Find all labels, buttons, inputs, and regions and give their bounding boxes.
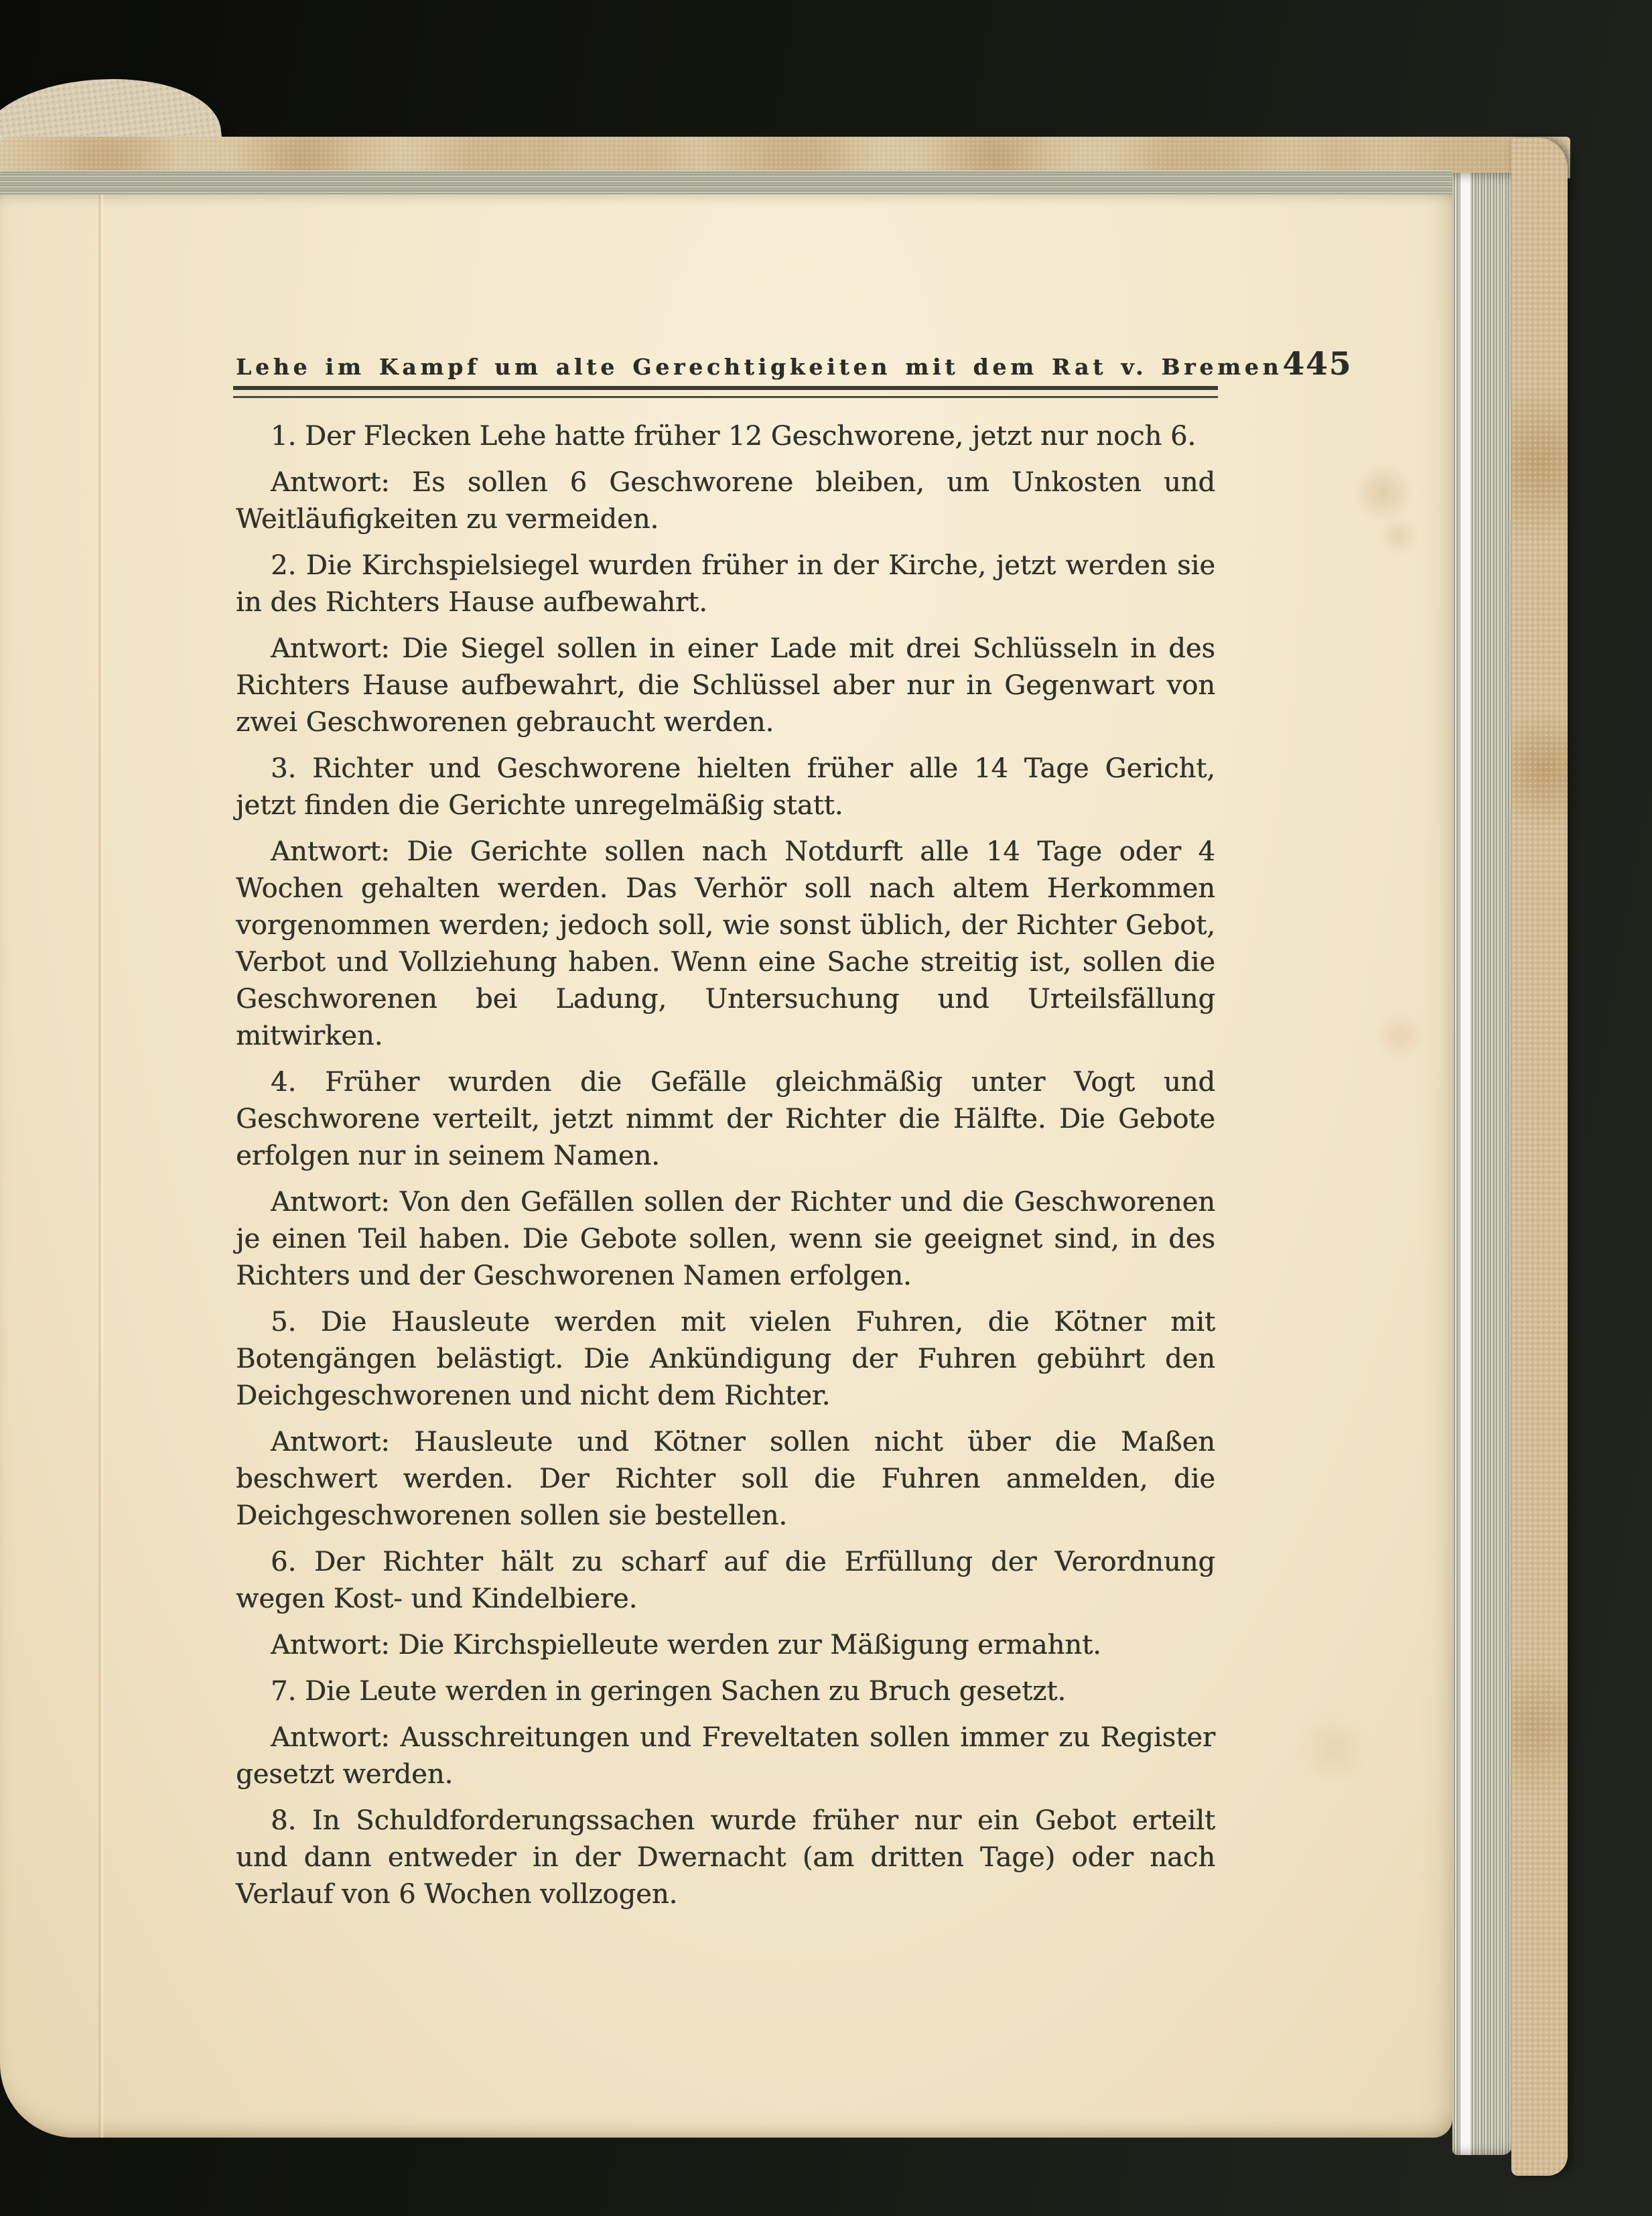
paragraph-15: 8. In Schuldforderungssachen wurde früher nur ein Gebot erteilt und dann entweder in der Dwernacht (am dritten Tage) oder nach Verlauf von 6 Wochen vollzogen. [236,1805,1215,1910]
running-head-title: Lehe im Kampf um alte Gerechtigkeiten mit dem Rat v. Bremen [236,354,1283,380]
body-text [236,418,1215,1913]
paragraph-13: 7. Die Leute werden in geringen Sachen zu Bruch gesetzt. [271,1676,1066,1707]
paragraph-8: Antwort: Von den Gefällen sollen der Richter und die Geschworenen je einen Teil haben. Die Gebote sollen, wenn sie geeignet sind, in des Richters und der Geschworenen Namen erfolgen. [236,1187,1215,1291]
paragraph-6: Antwort: Die Gerichte sollen nach Notdurft alle 14 Tage oder 4 Wochen gehalten werden. Das Verhör soll nach altem Herkommen vorgenommen werden; jedoch soll, wie sonst üblich, der Richter Gebot, Verbot und Vollziehung haben. Wenn eine Sache streitig ist, sollen die Geschworenen bei Ladung, Untersuchung und Urteilsfällung mitwirken. [236,836,1215,1051]
paragraph-10: Antwort: Hausleute und Kötner sollen nicht über die Maßen beschwert werden. Der Richter soll die Fuhren anmelden, die Deichgeschworenen sollen sie bestellen. [236,1427,1215,1531]
page-crease [98,194,104,2138]
paragraph-5: 3. Richter und Geschworene hielten früher alle 14 Tage Gericht, jetzt finden die Gerichte unregelmäßig statt. [236,753,1215,821]
paragraph-9: 5. Die Hausleute werden mit vielen Fuhren, die Kötner mit Botengängen belästigt. Die Ankündigung der Fuhren gebührt den Deichgeschworenen und nicht dem Richter. [236,1307,1215,1411]
paragraph-2: Antwort: Es sollen 6 Geschworene bleiben, um Unkosten und Weitläufigkeiten zu vermeiden. [236,467,1215,535]
paragraph-3: 2. Die Kirchspielsiegel wurden früher in der Kirche, jetzt werden sie in des Richters Hause aufbewahrt. [236,550,1215,618]
paragraph-1: 1. Der Flecken Lehe hatte früher 12 Geschworene, jetzt nur noch 6. [271,421,1196,452]
book-right-page-edges [1452,173,1513,2155]
header-double-rule [233,386,1218,398]
paragraph-4: Antwort: Die Siegel sollen in einer Lade mit drei Schlüsseln in des Richters Hause aufbewahrt, die Schlüssel aber nur in Gegenwart von zwei Geschworenen gebraucht werden. [236,633,1215,738]
paragraph-12: Antwort: Die Kirchspielleute werden zur Mäßigung ermahnt. [271,1630,1101,1660]
running-head [236,346,1353,383]
page-number: 445 [1282,346,1353,383]
book-cover-right-cloth-edge [1511,137,1568,2176]
paragraph-11: 6. Der Richter hält zu scharf auf die Erfüllung der Verordnung wegen Kost- und Kindelbiere. [236,1547,1215,1614]
paragraph-14: Antwort: Ausschreitungen und Freveltaten sollen immer zu Register gesetzt werden. [236,1722,1215,1790]
paragraph-7: 4. Früher wurden die Gefälle gleichmäßig unter Vogt und Geschworene verteilt, jetzt nimmt der Richter die Hälfte. Die Gebote erfolgen nur in seinem Namen. [236,1067,1215,1171]
